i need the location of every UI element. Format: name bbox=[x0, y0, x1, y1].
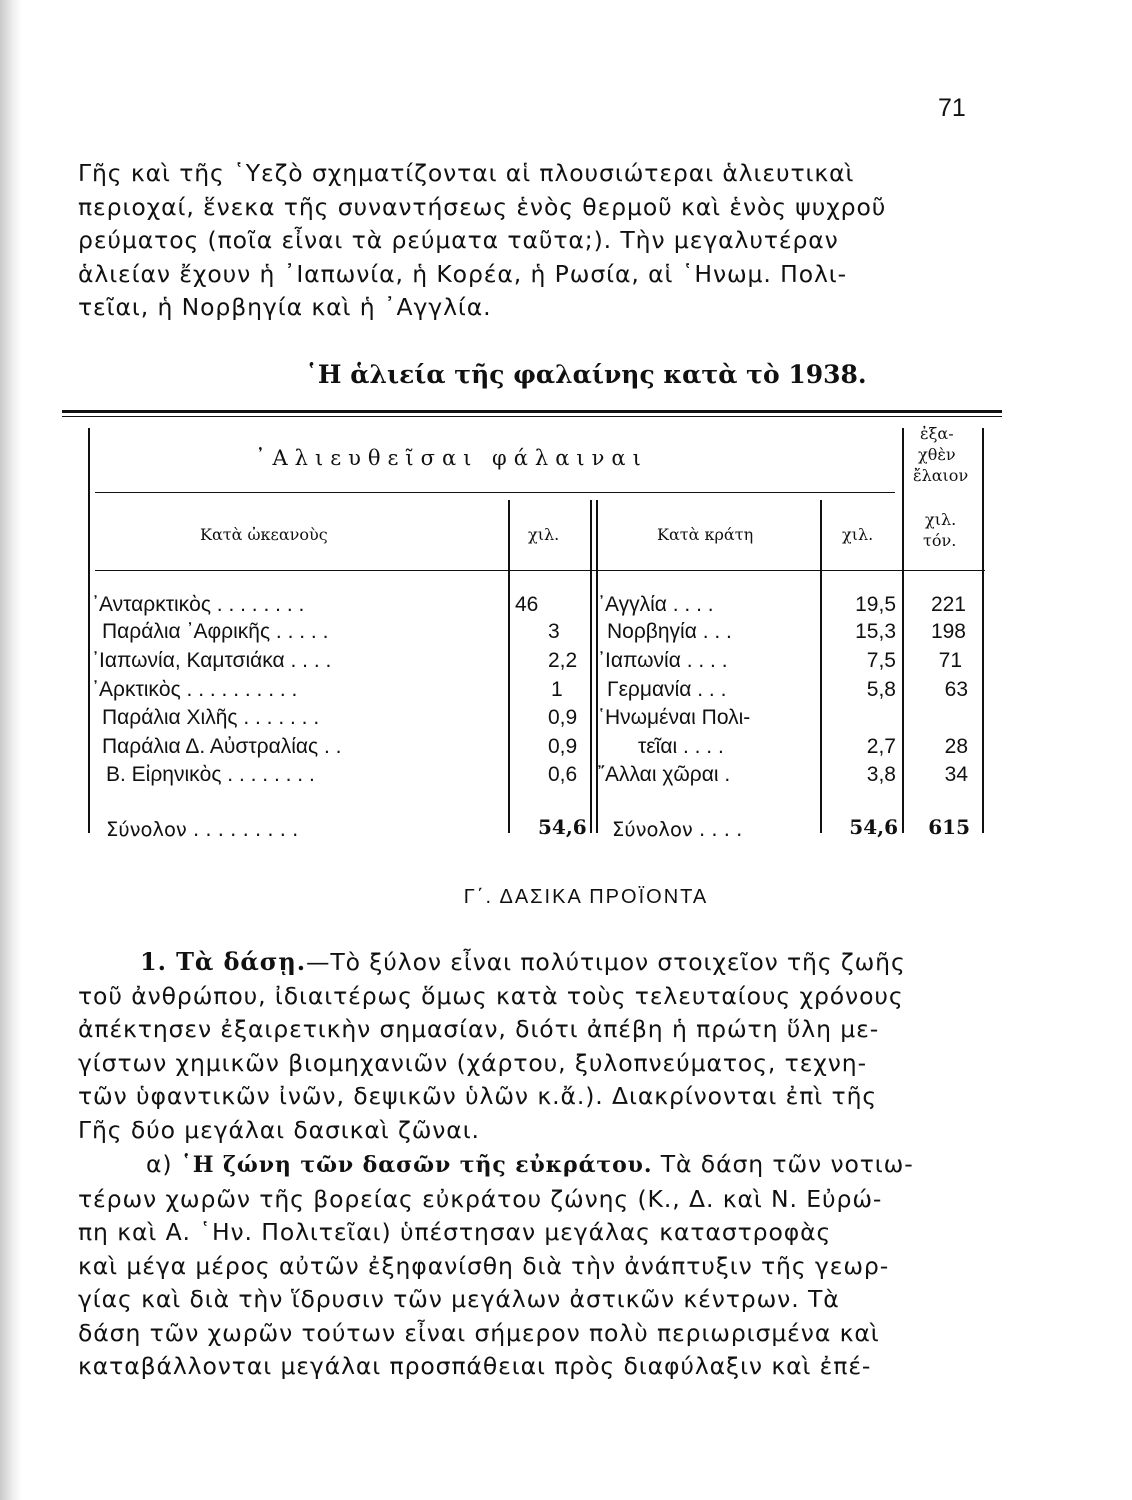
temperate-zone-paragraph bbox=[78, 1148, 1006, 1384]
table-row-ocean-name: Παράλια Δ. Αὐστραλίας . . bbox=[102, 735, 342, 758]
text-line: πη καὶ Α. ῾Ην. Πολιτεῖαι) ὑπέστησαν μεγάλας καταστροφὰς bbox=[78, 1218, 832, 1246]
table-title: ῾Η ἁλιεία τῆς φαλαίνης κατὰ τὸ 1938. bbox=[305, 360, 867, 389]
table-row-state-name: ᾿Ιαπωνία . . . . bbox=[598, 649, 728, 672]
column-header-oil-unit: τόν. bbox=[923, 531, 957, 550]
column-header-thousands: χιλ. bbox=[528, 525, 560, 544]
text-fragment: α) bbox=[146, 1150, 181, 1178]
text-line: ἁλιείαν ἔχουν ἡ ᾿Ιαπωνία, ἡ Κορέα, ἡ Ρωσία, αἱ ῾Ηνωμ. Πολι- bbox=[78, 259, 848, 288]
column-divider bbox=[590, 500, 592, 833]
page-binding-shadow bbox=[0, 0, 22, 1500]
table-row-oil-value: 34 bbox=[944, 763, 968, 786]
text-line: τῶν ὑφαντικῶν ἰνῶν, δεψικῶν ὑλῶν κ.ἄ.). Διακρίνονται ἐπὶ τῆς bbox=[78, 1082, 878, 1110]
total-value-oceans: 54,6 bbox=[538, 815, 587, 839]
page-number: 71 bbox=[938, 94, 966, 122]
text-line: τεῖαι, ἡ Νορβηγία καὶ ἡ ᾿Αγγλία. bbox=[78, 293, 492, 321]
total-value-oil: 615 bbox=[928, 815, 970, 839]
oil-header-line: χθὲν bbox=[918, 445, 956, 464]
table-row-ocean-name: Παράλια Χιλῆς . . . . . . . bbox=[102, 706, 320, 729]
table-row-ocean-name: ᾿Ιαπωνία, Καμτσιάκα . . . . bbox=[92, 649, 332, 672]
text-line bbox=[78, 945, 1006, 980]
text-line: τέρων χωρῶν τῆς βορείας εὐκράτου ζώνης (Κ., Δ. καὶ Ν. Εὐρώ- bbox=[78, 1184, 883, 1213]
column-header-states: Κατὰ κράτη bbox=[657, 525, 754, 544]
column-header-oil-unit: χιλ. bbox=[925, 510, 957, 529]
table-row-oil-value: 71 bbox=[938, 649, 962, 672]
table-row-oil-value: 63 bbox=[944, 678, 968, 701]
text-line: Γῆς καὶ τῆς ῾Υεζὸ σχηματίζονται αἱ πλουσιώτεραι ἁλιευτικαὶ bbox=[78, 159, 855, 187]
table-left-border bbox=[88, 428, 90, 833]
table-row-ocean-value: 0,6 bbox=[548, 763, 578, 786]
table-row-ocean-value: 0,9 bbox=[548, 706, 578, 729]
text-fragment: —Τὸ ξύλον εἶναι πολύτιμον στοιχεῖον τῆς ζωῆς bbox=[305, 948, 906, 976]
column-header-thousands: χιλ. bbox=[842, 525, 874, 544]
column-header-oceans: Κατὰ ὠκεανοὺς bbox=[200, 525, 328, 544]
text-line: γίας καὶ διὰ τὴν ἵδρυσιν τῶν μεγάλων ἀστικῶν κέντρων. Τὰ bbox=[78, 1285, 840, 1313]
table-row-state-value: 3,8 bbox=[866, 763, 896, 786]
table-row-state-value: 5,8 bbox=[866, 678, 896, 701]
table-row-ocean-name: Παράλια ᾿Αφρικῆς . . . . . bbox=[102, 620, 329, 643]
group-header-rule bbox=[95, 492, 895, 493]
section-heading: Γ΄. ΔΑΣΙΚΑ ΠΡΟΪΟΝΤΑ bbox=[463, 886, 709, 908]
table-row-state-name: Γερμανία . . . bbox=[607, 678, 727, 701]
text-line: περιοχαί, ἕνεκα τῆς συναντήσεως ἑνὸς θερμοῦ καὶ ἑνὸς ψυχροῦ bbox=[78, 192, 887, 221]
table-row-state-name: ῾Ηνωμέναι Πολι- bbox=[598, 706, 751, 729]
total-label-states: Σύνολον . . . . bbox=[612, 818, 743, 841]
total-label-oceans: Σύνολον . . . . . . . . . bbox=[106, 818, 299, 841]
table-row-state-name: ᾿Αγγλία . . . . bbox=[598, 593, 714, 616]
column-header-rule bbox=[95, 570, 985, 571]
table-top-rule bbox=[62, 410, 1002, 413]
table-row-state-name: τεῖαι . . . . bbox=[638, 735, 724, 758]
table-row-ocean-name: ᾿Αρκτικὸς . . . . . . . . . . bbox=[92, 678, 298, 701]
text-fragment: Τὰ δάση τῶν νοτιω- bbox=[652, 1150, 914, 1178]
forests-paragraph bbox=[78, 945, 1006, 1147]
column-divider bbox=[508, 500, 510, 833]
table-row-ocean-name: ᾿Ανταρκτικὸς . . . . . . . . bbox=[92, 593, 305, 616]
table-row-state-value: 19,5 bbox=[855, 593, 896, 616]
table-row-ocean-value: 46 bbox=[515, 593, 539, 616]
text-line: γίστων χημικῶν βιομηχανιῶν (χάρτου, ξυλοπνεύματος, τεχνη- bbox=[78, 1048, 867, 1077]
table-row-ocean-value: 0,9 bbox=[548, 735, 578, 758]
table-row-state-name: ῎Αλλαι χῶραι . bbox=[598, 763, 731, 786]
table-row-ocean-value: 2,2 bbox=[548, 649, 578, 672]
table-row-oil-value: 28 bbox=[944, 735, 968, 758]
oil-header-line: ἐξα- bbox=[920, 424, 954, 443]
table-right-border bbox=[982, 428, 984, 833]
table-row-state-name: Νορβηγία . . . bbox=[607, 620, 732, 643]
text-line: καταβάλλονται μεγάλαι προσπάθειαι πρὸς διαφύλαξιν καὶ ἐπέ- bbox=[78, 1352, 872, 1380]
table-row-state-value: 2,7 bbox=[866, 735, 896, 758]
group-header: ᾿Αλιευθεῖσαι φάλαιναι bbox=[255, 446, 648, 470]
table-row-oil-value: 221 bbox=[930, 593, 966, 616]
table-row-ocean-name: Β. Εἰρηνικὸς . . . . . . . . bbox=[106, 763, 315, 786]
table-row-ocean-value: 1 bbox=[551, 678, 563, 701]
text-line: τοῦ ἀνθρώπου, ἰδιαιτέρως ὅμως κατὰ τοὺς τελευταίους χρόνους bbox=[78, 981, 904, 1010]
intro-paragraph bbox=[78, 157, 1006, 325]
text-line: καὶ μέγα μέρος αὐτῶν ἐξηφανίσθη διὰ τὴν ἀνάπτυξιν τῆς γεωρ- bbox=[78, 1251, 890, 1280]
table-row-ocean-value: 3 bbox=[548, 620, 560, 643]
table-top-rule-inner bbox=[62, 416, 1002, 417]
text-line bbox=[78, 1148, 1006, 1183]
table-row-state-value: 15,3 bbox=[855, 620, 896, 643]
total-value-states: 54,6 bbox=[849, 815, 898, 839]
text-line: ρεύματος (ποῖα εἶναι τὰ ρεύματα ταῦτα;). Τὴν μεγαλυτέραν bbox=[78, 226, 839, 254]
paragraph-lead: 1. Τὰ δάσῃ. bbox=[140, 947, 306, 976]
paragraph-lead: ῾Η ζώνη τῶν δασῶν τῆς εὐκράτου. bbox=[180, 1152, 653, 1178]
text-line: ἀπέκτησεν ἐξαιρετικὴν σημασίαν, διότι ἀπέβη ἡ πρώτη ὕλη με- bbox=[78, 1015, 880, 1043]
text-line: Γῆς δύο μεγάλαι δασικαὶ ζῶναι. bbox=[78, 1115, 480, 1144]
table-row-state-value: 7,5 bbox=[866, 649, 896, 672]
oil-header-line: ἔλαιον bbox=[913, 466, 969, 485]
text-line: δάση τῶν χωρῶν τούτων εἶναι σήμερον πολὺ περιωρισμένα καὶ bbox=[78, 1318, 880, 1347]
table-row-oil-value: 198 bbox=[930, 620, 966, 643]
